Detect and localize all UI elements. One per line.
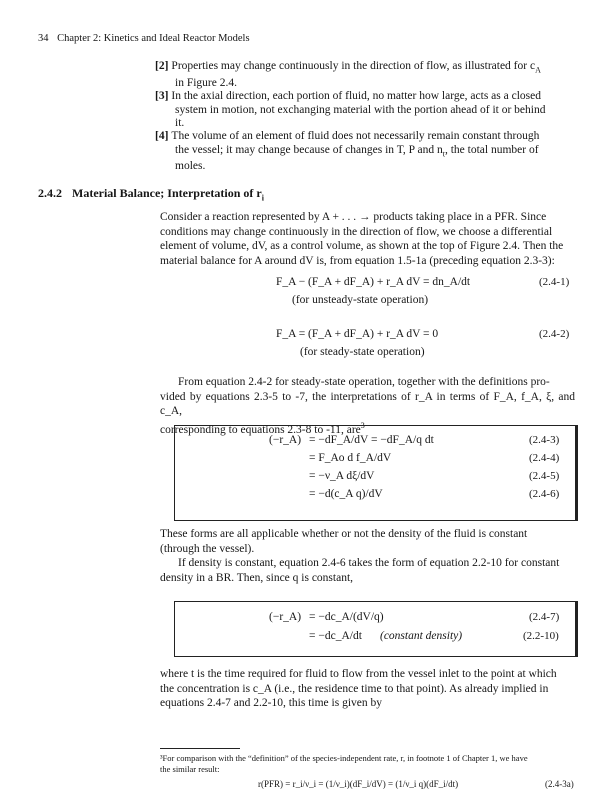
equation-number: (2.4-3a) xyxy=(545,779,574,789)
equation: = −dc_A/(dV/q) xyxy=(309,611,384,623)
list-text: system in motion, not exchanging material with the portion ahead of it or behind xyxy=(175,103,546,116)
list-item xyxy=(155,90,575,131)
list-text: The volume of an element of fluid does not necessarily remain constant through xyxy=(171,130,540,142)
text-line: equations 2.4-7 and 2.2-10, this time is given by xyxy=(160,697,382,709)
running-title: Chapter 2: Kinetics and Ideal Reactor Models xyxy=(57,33,250,44)
section-title: Material Balance; Interpretation of r xyxy=(72,186,262,200)
page-number: 34 xyxy=(38,33,49,44)
equation-note: (constant density) xyxy=(380,630,463,642)
section-number: 2.4.2 xyxy=(38,186,62,200)
list-marker: [4] xyxy=(155,130,169,142)
equation-number: (2.4-1) xyxy=(539,276,570,288)
footnote-rule xyxy=(160,748,240,749)
footnote xyxy=(160,753,575,775)
list-text: In the axial direction, each portion of fluid, no matter how large, acts as a closed xyxy=(171,90,541,102)
list-marker: [3] xyxy=(155,90,169,102)
section-heading xyxy=(38,186,264,202)
list-text: moles. xyxy=(175,160,206,173)
equation-note: (for unsteady-state operation) xyxy=(292,294,429,306)
equation-note: (for steady-state operation) xyxy=(300,346,425,358)
text-line: conditions may change continuously in the direction of flow, we choose a differential xyxy=(160,225,553,238)
equation-box xyxy=(174,601,578,657)
list-text: , the total number of xyxy=(444,143,539,156)
list-text: Properties may change continuously in the direction of flow, as illustrated for c xyxy=(171,60,536,72)
text-line: density in a BR. Then, since q is constant, xyxy=(160,571,354,584)
footnote-mark: 3 xyxy=(360,420,365,430)
equation-number: (2.4-3) xyxy=(529,434,560,446)
text-line: These forms are all applicable whether or not the density of the fluid is constant xyxy=(160,528,528,540)
equation-number: (2.4-2) xyxy=(539,328,570,340)
equation-number: (2.4-4) xyxy=(529,452,560,464)
equation-number: (2.2-10) xyxy=(523,630,559,642)
footnote-equation: r(PFR) = r_i/ν_i = (1/ν_i)(dF_i/dV) = (1/ν_i q)(dF_i/dt) xyxy=(258,779,459,789)
subscript: A xyxy=(535,65,541,75)
footnote-line: ³For comparison with the “definition” of the species-independent rate, r, in footnote 1 of Chapter 1, we have xyxy=(160,753,528,763)
text-line: (through the vessel). xyxy=(160,542,255,555)
subscript: i xyxy=(261,193,264,203)
equation-lhs: (−r_A) xyxy=(269,611,302,623)
footnote-line: the similar result: xyxy=(160,764,220,774)
list-item xyxy=(155,130,575,174)
list-marker: [2] xyxy=(155,60,169,72)
text-line: material balance for A around dV is, from equation 1.5-1a (preceding equation 2.3-3): xyxy=(160,254,555,267)
text-line: If density is constant, equation 2.4-6 takes the form of equation 2.2-10 for constant xyxy=(178,557,560,569)
equation: F_A = (F_A + dF_A) + r_A dV = 0 xyxy=(276,328,439,340)
equation: = −dc_A/dt xyxy=(309,630,362,642)
list-text: in Figure 2.4. xyxy=(175,76,237,89)
text-line: where t is the time required for fluid to flow from the vessel inlet to the point at which xyxy=(160,668,557,680)
equation-number: (2.4-5) xyxy=(529,470,560,482)
equation-number: (2.4-7) xyxy=(529,611,560,623)
text-line: the concentration is c_A (i.e., the residence time to that point). As already implied in xyxy=(160,682,549,695)
paragraph xyxy=(160,527,575,585)
equation-box xyxy=(174,425,578,521)
paragraph xyxy=(160,667,575,711)
equation-lhs: (−r_A) xyxy=(269,434,302,446)
equation: = F_Ao d f_A/dV xyxy=(309,452,392,464)
list-item xyxy=(155,60,575,90)
equation: = −d(c_A q)/dV xyxy=(309,488,383,500)
text-line: Consider a reaction represented by A + . . . → products taking place in a PFR. Since xyxy=(160,211,547,223)
subscript: t xyxy=(442,148,445,158)
list-text: it. xyxy=(175,117,185,129)
running-header xyxy=(38,33,250,44)
text-line: element of volume, dV, as a control volume, as shown at the top of Figure 2.4. Then the xyxy=(160,240,564,252)
equation: = −ν_A dξ/dV xyxy=(309,470,375,482)
text-line: vided by equations 2.3-5 to -7, the interpretations of r_A in terms of F_A, f_A, ξ, and c_A, xyxy=(160,390,575,417)
paragraph xyxy=(160,210,575,268)
equation: = −dF_A/dV = −dF_A/q dt xyxy=(309,434,434,446)
list-text: the vessel; it may change because of changes in T, P and n xyxy=(175,143,443,156)
equation-number: (2.4-6) xyxy=(529,488,560,500)
text-line: From equation 2.4-2 for steady-state operation, together with the definitions pro- xyxy=(178,376,550,388)
text-line: corresponding to equations 2.3-8 to -11, are xyxy=(160,423,361,436)
equation: F_A − (F_A + dF_A) + r_A dV = dn_A/dt xyxy=(276,276,471,288)
